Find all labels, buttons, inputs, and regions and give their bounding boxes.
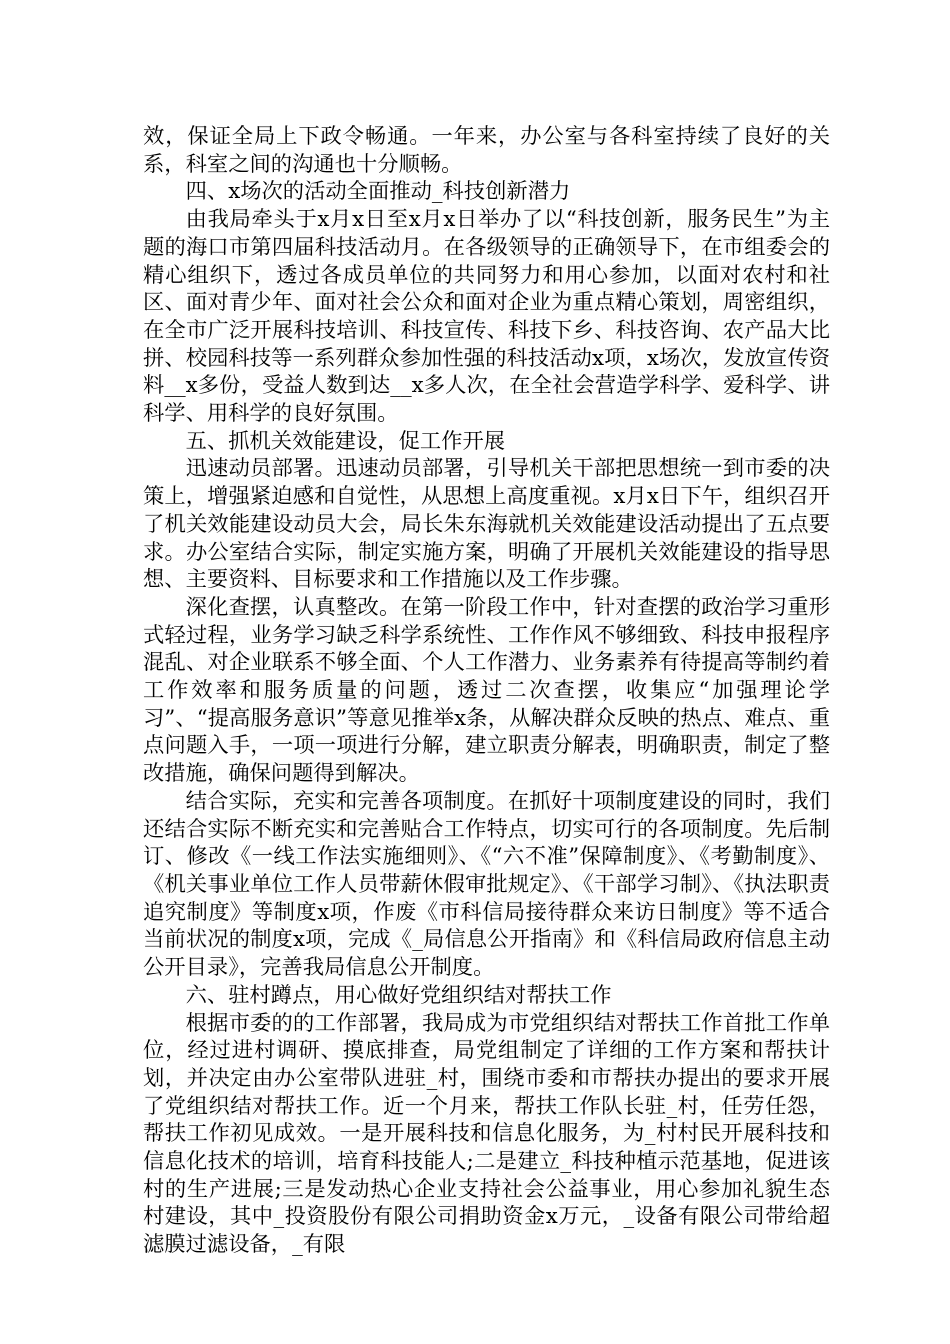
- section-heading-4: 四、x场次的活动全面推动_科技创新潜力: [185, 179, 571, 205]
- section-heading-5: 五、抓机关效能建设，促工作开展: [185, 428, 506, 454]
- section-heading-6: 六、驻村蹲点，用心做好党组织结对帮扶工作: [185, 982, 612, 1008]
- paragraph-rectification: 深化查摆，认真整改。在第一阶段工作中，针对查摆的政治学习重形式轻过程，业务学习缺乏科学系统性、工作作风不够细致、科技申报程序混乱、对企业联系不够全面、个人工作潜力、业务素养有待提高等制约着工作效率和服务质量的问题，透过二次查摆，收集应“加强理论学习”、“提高服务意识”等意见推举x条，从解决群众反映的热点、难点、重点问题入手，一项一项进行分解，建立职责分解表，明确职责，制定了整改措施，确保问题得到解决。: [143, 594, 830, 787]
- paragraph-mobilization: 迅速动员部署。迅速动员部署，引导机关干部把思想统一到市委的决策上，增强紧迫感和自觉性，从思想上高度重视。x月x日下午，组织召开了机关效能建设动员大会，局长朱东海就机关效能建设活动提出了五点要求。办公室结合实际，制定实施方案，明确了开展机关效能建设的指导思想、主要资料、目标要求和工作措施以及工作步骤。: [143, 456, 830, 593]
- paragraph-systems: 结合实际，充实和完善各项制度。在抓好十项制度建设的同时，我们还结合实际不断充实和完善贴合工作特点，切实可行的各项制度。先后制订、修改《一线工作法实施细则》、《“六不准”保障制度》、《考勤制度》、《机关事业单位工作人员带薪休假审批规定》、《干部学习制》、《执法职责追究制度》等制度x项，作废《市科信局接待群众来访日制度》等不适合当前状况的制度x项，完成《_局信息公开指南》和《科信局政府信息主动公开目录》，完善我局信息公开制度。: [143, 788, 830, 981]
- paragraph-tech-month: 由我局牵头于x月x日至x月x日举办了以“科技创新，服务民生”为主题的海口市第四届科技活动月。在各级领导的正确领导下，在市组委会的精心组织下，透过各成员单位的共同努力和用心参加，以面对农村和社区、面对青少年、面对社会公众和面对企业为重点精心策划，周密组织，在全市广泛开展科技培训、科技宣传、科技下乡、科技咨询、农产品大比拼、校园科技等一系列群众参加性强的科技活动x项，x场次，发放宣传资料__x多份，受益人数到达__x多人次，在全社会营造学科学、爱科学、讲科学、用科学的良好氛围。: [143, 207, 830, 427]
- paragraph-village-support: 根据市委的的工作部署，我局成为市党组织结对帮扶工作首批工作单位，经过进村调研、摸底排查，局党组制定了详细的工作方案和帮扶计划，并决定由办公室带队进驻_村，围绕市委和市帮扶办提出的要求开展了党组织结对帮扶工作。近一个月来，帮扶工作队长驻_村，任劳任怨，帮扶工作初见成效。一是开展科技和信息化服务，为_村村民开展科技和信息化技术的培训，培育科技能人;二是建立_科技种植示范基地，促进该村的生产进展;三是发动热心企业支持社会公益事业，用心参加礼貌生态村建设，其中_投资股份有限公司捐助资金x万元，_设备有限公司带给超滤膜过滤设备，_有限: [143, 1010, 830, 1258]
- paragraph-continuation: 效，保证全局上下政令畅通。一年来，办公室与各科室持续了良好的关系，科室之间的沟通也十分顺畅。: [143, 124, 830, 177]
